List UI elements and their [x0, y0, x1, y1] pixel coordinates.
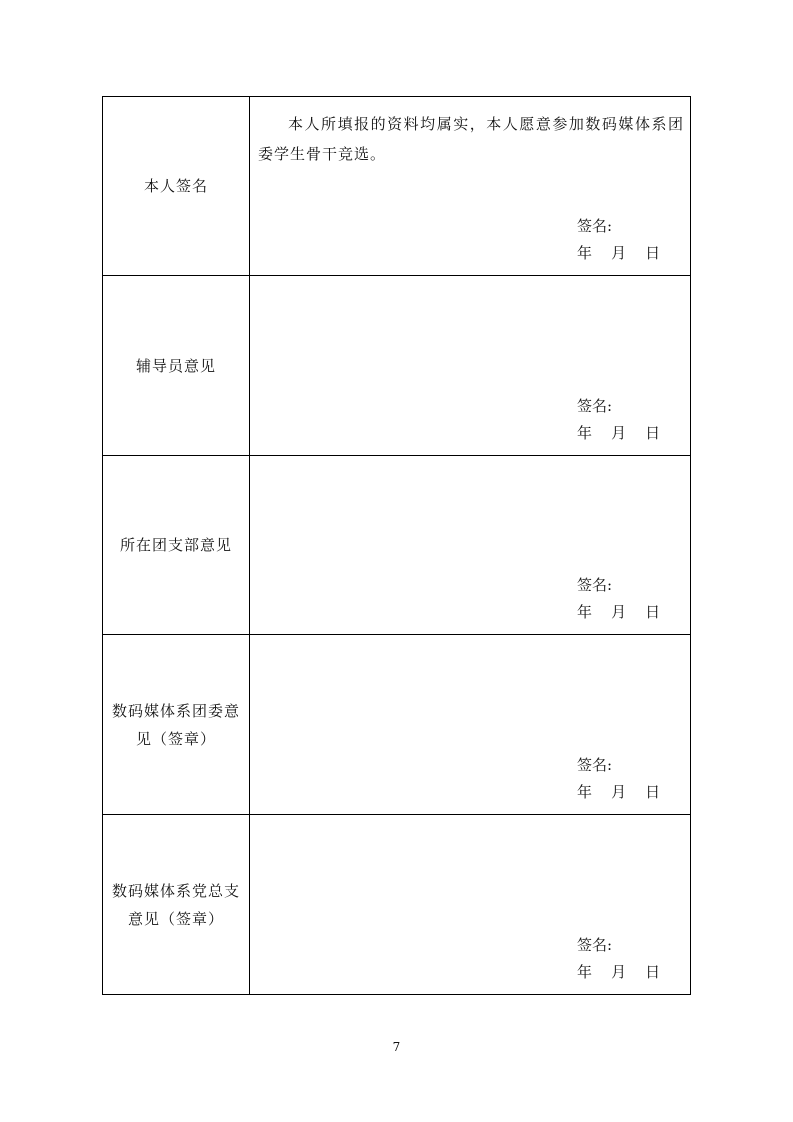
branch-opinion-label: 所在团支部意见: [119, 536, 232, 554]
row-content-cell: [250, 635, 691, 815]
signature-block: [577, 393, 660, 447]
signature-block: [577, 752, 660, 806]
signature-label: 签名:: [577, 397, 613, 415]
table-row: [103, 97, 691, 276]
date-line: 年 月 日: [577, 603, 661, 621]
row-label-cell: [103, 635, 250, 815]
table-row: [103, 276, 691, 456]
signature-label: 签名:: [577, 936, 613, 954]
party-branch-opinion-label: 数码媒体系党总支意见（签章）: [111, 881, 240, 928]
signature-label: 签名:: [577, 576, 613, 594]
signature-label: 签名:: [577, 756, 613, 774]
table-row: [103, 635, 691, 815]
date-line: 年 月 日: [577, 783, 661, 801]
row-content-cell: [250, 815, 691, 995]
signature-block: [577, 932, 660, 986]
row-content-cell: [250, 97, 691, 276]
row-label-cell: [103, 456, 250, 635]
date-line: 年 月 日: [577, 963, 661, 981]
row-label-cell: [103, 276, 250, 456]
signature-block: [577, 213, 660, 267]
row-label-cell: [103, 815, 250, 995]
date-line: 年 月 日: [577, 424, 661, 442]
table-row: [103, 456, 691, 635]
row-label-cell: [103, 97, 250, 276]
application-form-table: [102, 96, 691, 995]
signature-block: [577, 572, 660, 626]
self-signature-label: 本人签名: [143, 177, 208, 195]
counselor-opinion-label: 辅导员意见: [135, 356, 216, 375]
league-committee-opinion-label: 数码媒体系团委意见（签章）: [111, 701, 240, 748]
declaration-text: 本人所填报的资料均属实，本人愿意参加数码媒体系团委学生骨干竞选。: [258, 115, 684, 163]
date-line: 年 月 日: [577, 244, 661, 262]
table-row: [103, 815, 691, 995]
signature-label: 签名:: [577, 217, 613, 235]
row-content-cell: [250, 456, 691, 635]
row-content-cell: [250, 276, 691, 456]
page-number: 7: [392, 1040, 401, 1054]
